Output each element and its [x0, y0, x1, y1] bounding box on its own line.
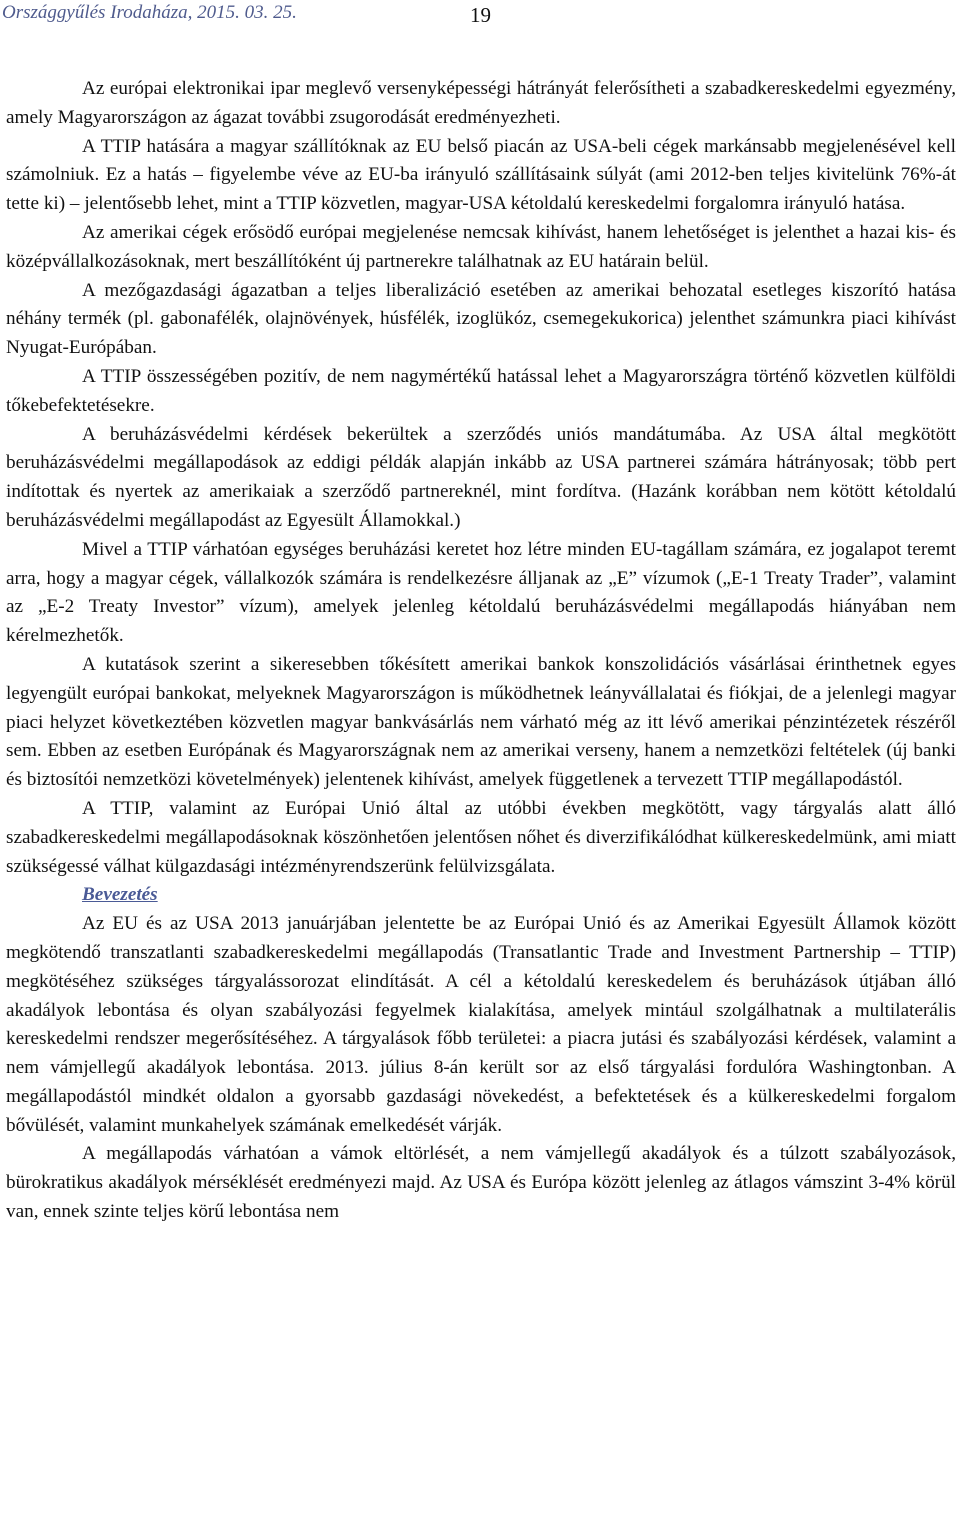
page-number: 19 — [470, 3, 491, 27]
document-body — [6, 75, 956, 1227]
paragraph-visas: Mivel a TTIP várhatóan egységes beruházási keretet hoz létre minden EU-tagállam számára, ez jogalapot teremt arra, hogy a magyar cégek, vállalkozók számára is rendelkezésre álljanak az „E” vízumok („E-1 Treaty Trader”, valamint az „E-2 Treaty Investor” vízum), amelyek jelenleg kétoldalú beruházásvédelmi megállapodás hiányában nem kérelmezhetők. — [6, 538, 956, 647]
paragraph-fdi: A TTIP összességében pozitív, de nem nagymértékű hatással lehet a Magyarországra történő közvetlen külföldi tőkebefektetésekre. — [6, 365, 956, 416]
paragraph-investment-protection: A beruházásvédelmi kérdések bekerültek a szerződés uniós mandátumába. Az USA által megkötött beruházásvédelmi megállapodások az eddigi példák alapján inkább az USA partnerei számára hátrányosak; több pert indítottak és nyertek az amerikaiak a szerződő partnereknél, mint fordítva. (Hazánk korábban nem kötött kétoldalú beruházásvédelmi megállapodást az Egyesült Államokkal.) — [6, 423, 956, 531]
paragraph-trade-institutions: A TTIP, valamint az Európai Unió által az utóbbi években megkötött, vagy tárgyalás alatt álló szabadkereskedelmi megállapodásoknak köszönhetően jelentősen nőhet és diverzifikálódhat külkereskedelmünk, ami miatt szükségessé válhat külgazdasági intézményrendszerünk felülvizsgálata. — [6, 797, 956, 877]
paragraph-agriculture: A mezőgazdasági ágazatban a teljes liberalizáció esetében az amerikai behozatal esetleges kiszorító hatása néhány termék (pl. gabonafélék, olajnövények, húsfélék, izoglükóz, csemegekukorica) jelenthet számunkra piaci kihívást Nyugat-Európában. — [6, 279, 956, 359]
paragraph-suppliers: A TTIP hatására a magyar szállítóknak az EU belső piacán az USA-beli cégek markánsabb megjelenésével kell számolniuk. Ez a hatás – figyelembe véve az EU-ba irányuló szállításaink súlyát (ami 2012-ben teljes kivitelünk 76%-át tette ki) – jelentősebb lehet, mint a TTIP közvetlen, magyar-USA kétoldalú kereskedelmi forgalomra irányuló hatása. — [6, 135, 956, 215]
paragraph-electronics: Az európai elektronikai ipar meglevő versenyképességi hátrányát felerősítheti a szabadkereskedelmi egyezmény, amely Magyarországon az ágazat további zsugorodását eredményezheti. — [6, 78, 956, 128]
page-header — [0, 0, 960, 30]
section-title: Bevezetés — [82, 884, 158, 906]
paragraph-tariffs: A megállapodás várhatóan a vámok eltörlését, a nem vámjellegű akadályok és a túlzott szabályozások, bürokratikus akadályok mérséklését eredményezi majd. Az USA és Európa között jelenleg az átlagos vámszint 3-4% körül van, ennek szinte teljes körű lebontása nem — [6, 1143, 956, 1223]
header-source: Országgyűlés Irodaháza, 2015. 03. 25. — [2, 2, 297, 23]
paragraph-sme-opportunities: Az amerikai cégek erősödő európai megjelenése nemcsak kihívást, hanem lehetőséget is jelenthet a hazai kis- és középvállalkozásoknak, mert beszállítóként új partnerekre találhatnak az EU határain belül. — [6, 221, 956, 272]
paragraph-banking: A kutatások szerint a sikeresebben tőkésített amerikai bankok konszolidációs vásárlásai érinthetnek egyes legyengült európai bankokat, melyeknek Magyarországon is működhetnek leányvállalatai és fiókjai, de a jelenlegi magyar piaci helyzet következtében közvetlen magyar bankvásárlás nem várható még az itt lévő amerikai pénzintézetek részéről sem. Ebben az esetben Európának és Magyarországnak nem az amerikai verseny, hanem a nemzetközi feltételek (új banki és biztosítói nemzetközi követelmények) jelentenek kihívást, amelyek függetlenek a tervezett TTIP megállapodástól. — [6, 653, 956, 791]
paragraph-introduction: Az EU és az USA 2013 januárjában jelentette be az Európai Unió és az Amerikai Egyesült Államok között megkötendő transzatlanti szabadkereskedelmi megállapodás (Transatlantic Trade and Investment Partnership – TTIP) megkötéséhez szükséges tárgyalássorozat elindítását. A cél a kétoldalú kereskedelem és beruházások útjában álló akadályok lebontása és olyan szabályozási fegyelmek kialakítása, amelyek mintául szolgálhatnak a multilaterális kereskedelmi rendszer megerősítéséhez. A tárgyalások főbb területei: a piacra jutási és szabályozási kérdések, valamint a nem vámjellegű akadályok lebontása. 2013. július 8-án került sor az első tárgyalási fordulóra Washingtonban. A megállapodástól mindkét oldalon a gyorsabb gazdasági növekedést, a befektetések és a külkereskedelmi forgalom bővülését, valamint munkahelyek számának emelkedését várják. — [6, 913, 956, 1136]
